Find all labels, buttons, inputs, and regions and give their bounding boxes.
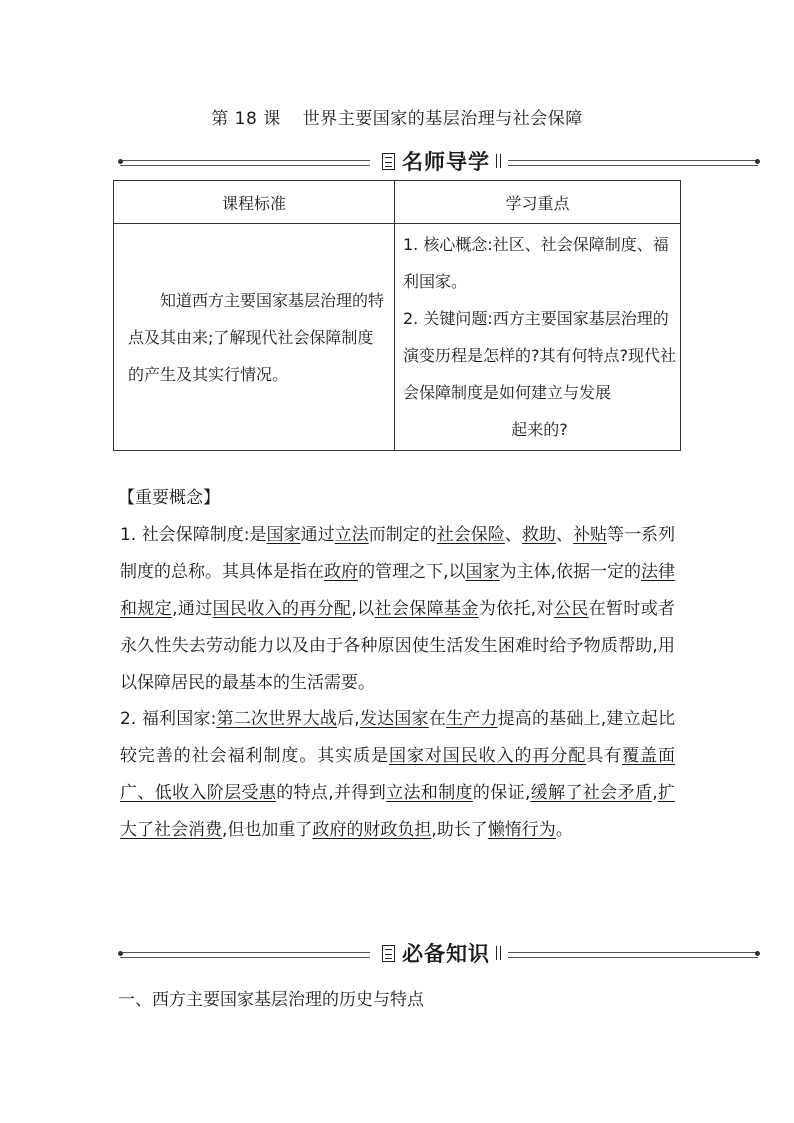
curriculum-table <box>113 180 681 451</box>
lesson-name: 世界主要国家的基层治理与社会保障 <box>302 109 583 129</box>
focus-item-2-end: 起来的? <box>511 420 568 439</box>
banner-dot-right <box>755 159 760 164</box>
table-header-row <box>114 181 681 224</box>
banner-rule-left <box>120 160 370 166</box>
header-focus: 学习重点 <box>395 181 681 224</box>
concept-welfare-state: 2. 福利国家:第二次世界大战后,发达国家在生产力提高的基础上,建立起比较完善的社会福利制度。其实质是国家对国民收入的再分配具有覆盖面广、低收入阶层受惠的特点,并得到立法和制度的保证,缓解了社会矛盾,扩大了社会消费,但也加重了政府的财政负担,助长了懒惰行为。 <box>120 709 676 840</box>
lesson-number: 第 18 课 <box>211 109 281 129</box>
table-row <box>114 224 681 451</box>
standard-cell: 知道西方主要国家基层治理的特点及其由来;了解现代社会保障制度的产生及其实行情况。 <box>114 224 395 451</box>
header-standard: 课程标准 <box>114 181 395 224</box>
section-title: 名师导学 <box>402 150 490 174</box>
banner-rule-left <box>120 952 370 958</box>
focus-item-1: 1. 核心概念:社区、社会保障制度、福利国家。 <box>403 235 669 291</box>
section-title: 必备知识 <box>402 942 490 966</box>
concept-social-security: 1. 社会保障制度:是国家通过立法而制定的社会保险、救助、补贴等一系列制度的总称。其具体是指在政府的管理之下,以国家为主体,依据一定的法律和规定,通过国民收入的再分配,以社会保障基金为依托,对公民在暂时或者永久性失去劳动能力以及由于各种原因使生活发生困难时给予物质帮助,用以保障居民的最基本的生活需要。 <box>120 525 676 693</box>
focus-cell <box>395 224 681 451</box>
banner-rule-right <box>508 160 758 166</box>
banner-dot-left <box>118 159 123 164</box>
subsection-heading: 一、西方主要国家基层治理的历史与特点 <box>118 990 424 1010</box>
banner-rule-right <box>508 952 758 958</box>
section-banner-teacher-guide <box>120 148 758 174</box>
book-icon <box>382 153 395 170</box>
banner-dot-left <box>118 951 123 956</box>
book-icon <box>382 945 395 962</box>
concepts-heading: 【重要概念】 <box>118 488 220 508</box>
focus-item-2: 2. 关键问题:西方主要国家基层治理的演变历程是怎样的?其有何特点?现代社会保障制度是如何建立与发展 <box>403 309 676 402</box>
lesson-title <box>0 104 794 129</box>
section-banner-essential-knowledge <box>120 940 758 966</box>
bar-icon <box>496 946 501 960</box>
bar-icon <box>496 154 501 168</box>
banner-dot-right <box>755 951 760 956</box>
